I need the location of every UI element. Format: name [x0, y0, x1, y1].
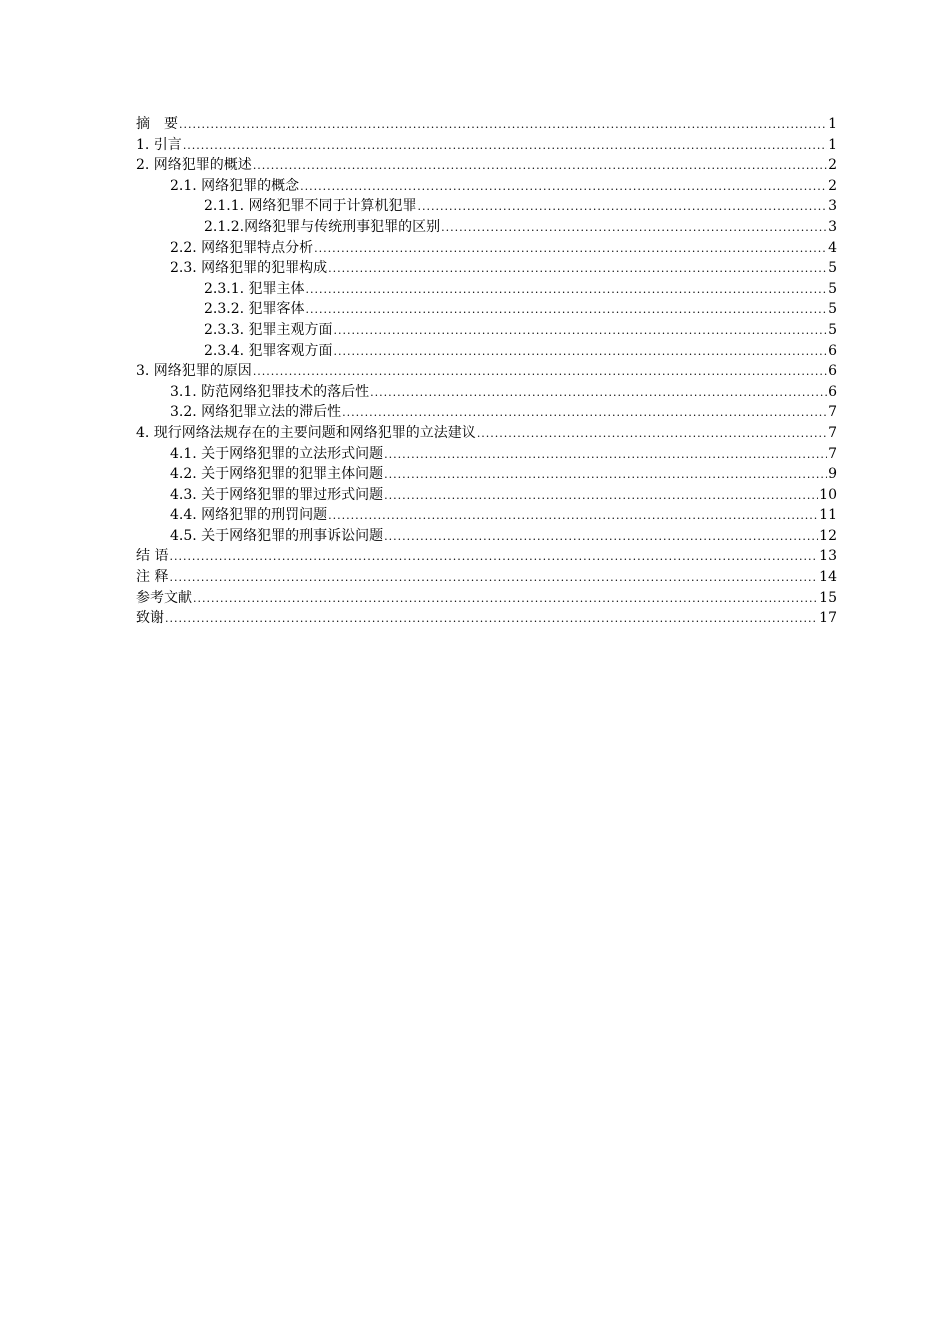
toc-dot-leader	[169, 547, 818, 568]
toc-entry-4[interactable]	[136, 423, 837, 444]
toc-entry-title: 4.1. 关于网络犯罪的立法形式问题	[170, 445, 384, 462]
toc-entry-title: 2.2. 网络犯罪特点分析	[170, 239, 314, 256]
toc-entry-title: 4.5. 关于网络犯罪的刑事诉讼问题	[170, 527, 384, 544]
toc-entry-2-3-2[interactable]	[136, 299, 837, 320]
toc-entry-page: 1	[828, 136, 837, 153]
toc-entry-title: 参考文献	[136, 589, 192, 606]
toc-entry-title: 致谢	[136, 610, 164, 627]
toc-dot-leader	[179, 115, 827, 136]
toc-dot-leader	[342, 403, 827, 424]
toc-dot-leader	[169, 568, 818, 589]
toc-entry-2-3[interactable]	[136, 258, 837, 279]
table-of-contents	[136, 114, 837, 629]
toc-dot-leader	[334, 321, 828, 342]
toc-entry-page: 6	[828, 363, 837, 380]
toc-entry-page: 17	[819, 610, 837, 627]
toc-entry-4-2[interactable]	[136, 464, 837, 485]
toc-entry-page: 7	[828, 404, 837, 421]
toc-entry-references[interactable]	[136, 588, 837, 609]
toc-dot-leader	[300, 177, 827, 198]
toc-entry-title: 2.3. 网络犯罪的犯罪构成	[170, 260, 328, 277]
toc-entry-page: 7	[828, 445, 837, 462]
toc-entry-4-5[interactable]	[136, 526, 837, 547]
toc-dot-leader	[418, 197, 828, 218]
toc-entry-title: 2.1. 网络犯罪的概念	[170, 177, 300, 194]
toc-entry-page: 3	[828, 198, 837, 215]
toc-entry-title: 2.3.2. 犯罪客体	[204, 301, 305, 318]
toc-entry-title: 2.3.1. 犯罪主体	[204, 280, 305, 297]
toc-entry-page: 1	[828, 116, 837, 132]
toc-entry-2-1[interactable]	[136, 176, 837, 197]
toc-entry-page: 2	[828, 177, 837, 194]
toc-entry-page: 4	[828, 239, 837, 256]
toc-entry-title: 4. 现行网络法规存在的主要问题和网络犯罪的立法建议	[136, 424, 476, 441]
toc-dot-leader	[165, 609, 818, 630]
toc-dot-leader	[253, 156, 827, 177]
toc-entry-title: 结 语	[136, 548, 169, 565]
toc-entry-page: 3	[828, 218, 837, 235]
toc-entry-title: 2. 网络犯罪的概述	[136, 157, 252, 174]
toc-entry-2[interactable]	[136, 155, 837, 176]
toc-dot-leader	[384, 527, 818, 548]
toc-dot-leader	[306, 280, 828, 301]
toc-entry-title: 3.1. 防范网络犯罪技术的落后性	[170, 383, 370, 400]
toc-entry-4-3[interactable]	[136, 485, 837, 506]
toc-entry-title: 2.3.3. 犯罪主观方面	[204, 321, 333, 338]
toc-entry-page: 15	[819, 589, 837, 606]
toc-dot-leader	[384, 486, 818, 507]
toc-entry-title: 2.1.1. 网络犯罪不同于计算机犯罪	[204, 198, 417, 215]
toc-entry-page: 13	[819, 548, 837, 565]
toc-dot-leader	[183, 136, 827, 157]
toc-entry-page: 10	[819, 486, 837, 503]
toc-entry-page: 6	[828, 383, 837, 400]
toc-dot-leader	[253, 362, 827, 383]
toc-entry-2-3-3[interactable]	[136, 320, 837, 341]
toc-entry-1[interactable]	[136, 135, 837, 156]
toc-entry-title: 4.4. 网络犯罪的刑罚问题	[170, 507, 328, 524]
toc-entry-title: 1. 引言	[136, 136, 182, 153]
toc-entry-acknowledgements[interactable]	[136, 608, 837, 629]
toc-entry-page: 5	[828, 321, 837, 338]
toc-entry-title: 4.3. 关于网络犯罪的罪过形式问题	[170, 486, 384, 503]
toc-entry-notes[interactable]	[136, 567, 837, 588]
toc-dot-leader	[384, 465, 827, 486]
toc-entry-title: 2.1.2.网络犯罪与传统刑事犯罪的区别	[204, 218, 441, 235]
toc-entry-3-1[interactable]	[136, 382, 837, 403]
toc-entry-abstract[interactable]	[136, 114, 837, 135]
toc-entry-2-1-2[interactable]	[136, 217, 837, 238]
toc-entry-title: 3.2. 网络犯罪立法的滞后性	[170, 404, 342, 421]
toc-dot-leader	[477, 424, 827, 445]
toc-dot-leader	[328, 259, 827, 280]
toc-dot-leader	[441, 218, 827, 239]
toc-entry-page: 12	[819, 527, 837, 544]
toc-dot-leader	[314, 239, 827, 260]
toc-entry-title: 4.2. 关于网络犯罪的犯罪主体问题	[170, 466, 384, 483]
toc-entry-title: 2.3.4. 犯罪客观方面	[204, 342, 333, 359]
toc-entry-2-3-4[interactable]	[136, 341, 837, 362]
toc-entry-2-2[interactable]	[136, 238, 837, 259]
toc-dot-leader	[334, 342, 828, 363]
toc-entry-page: 9	[828, 466, 837, 483]
toc-entry-title: 注 释	[136, 569, 169, 586]
toc-entry-4-1[interactable]	[136, 444, 837, 465]
toc-dot-leader	[384, 445, 827, 466]
toc-entry-2-1-1[interactable]	[136, 196, 837, 217]
toc-entry-3[interactable]	[136, 361, 837, 382]
toc-entry-page: 7	[828, 424, 837, 441]
toc-dot-leader	[328, 506, 818, 527]
toc-entry-4-4[interactable]	[136, 505, 837, 526]
toc-entry-page: 2	[828, 157, 837, 174]
toc-entry-2-3-1[interactable]	[136, 279, 837, 300]
toc-entry-page: 14	[819, 569, 837, 586]
toc-entry-page: 5	[828, 280, 837, 297]
toc-dot-leader	[306, 300, 828, 321]
toc-entry-page: 5	[828, 260, 837, 277]
toc-dot-leader	[193, 589, 818, 610]
toc-entry-page: 5	[828, 301, 837, 318]
toc-dot-leader	[370, 383, 827, 404]
toc-entry-page: 6	[828, 342, 837, 359]
toc-entry-title: 3. 网络犯罪的原因	[136, 363, 252, 380]
toc-entry-conclusion[interactable]	[136, 546, 837, 567]
toc-entry-page: 11	[819, 507, 837, 524]
toc-entry-title: 摘 要	[136, 116, 178, 132]
toc-entry-3-2[interactable]	[136, 402, 837, 423]
